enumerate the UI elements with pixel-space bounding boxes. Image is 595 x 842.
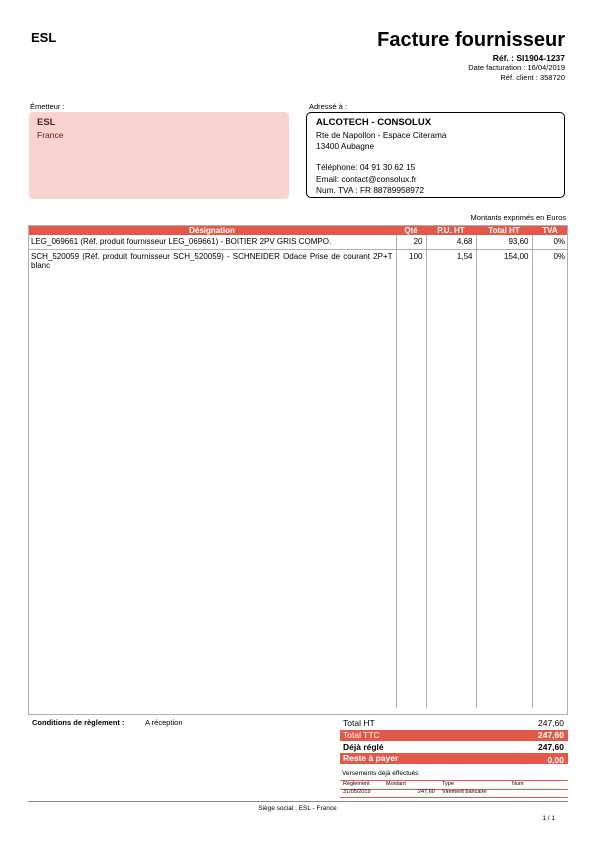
remaining-label: Reste à payer — [343, 753, 399, 763]
recipient-name: ALCOTECH - CONSOLUX — [316, 117, 432, 128]
currency-note: Montants exprimés en Euros — [470, 213, 566, 222]
invoice-reference: Réf. : SI1904-1237 — [492, 53, 565, 63]
cell-designation: SCH_520059 (Réf. produit fournisseur SCH_520059) - SCHNEIDER Odace Prise de courant 2P+T blanc — [31, 252, 393, 270]
already-paid-value: 247,60 — [538, 742, 564, 752]
payments-header-amount: Montant — [386, 781, 406, 787]
cell-unit-price: 4,68 — [426, 235, 476, 250]
recipient-address-line2: 13400 Aubagne — [316, 141, 375, 151]
total-ht-value: 247,60 — [538, 718, 564, 728]
payment-row — [340, 789, 568, 798]
remaining-value: 0,00 — [547, 755, 564, 765]
cell-designation: LEG_069661 (Réf. produit fournisseur LEG_069661) - BOITIER 2PV GRIS COMPO. — [28, 235, 396, 250]
column-header-vat: TVA — [532, 225, 568, 235]
cell-qty: 20 — [396, 235, 426, 250]
table-row — [28, 235, 568, 250]
issuer-country: France — [37, 130, 64, 140]
payment-type: Virement bancaire — [442, 789, 487, 795]
total-ht-row — [340, 718, 568, 729]
cell-total: 154,00 — [476, 250, 532, 271]
invoice-date: Date facturation : 16/04/2019 — [468, 63, 565, 72]
total-ht-label: Total HT — [343, 718, 375, 728]
total-ttc-row — [340, 730, 568, 741]
issuer-label: Émetteur : — [30, 102, 65, 111]
payments-header-num: Num — [512, 781, 524, 787]
total-ttc-label: Total TTC — [343, 730, 380, 740]
recipient-label: Adressé à : — [309, 102, 347, 111]
recipient-email: Email: contact@consolux.fr — [316, 174, 417, 184]
column-header-designation: Désignation — [28, 225, 396, 235]
table-filler-row — [28, 270, 568, 708]
payment-amount: 247,60 — [418, 789, 435, 795]
document-title: Facture fournisseur — [377, 29, 565, 51]
payments-header-date: Règlement — [343, 781, 370, 787]
column-header-total: Total HT — [476, 225, 532, 235]
cell-total: 93,60 — [476, 235, 532, 250]
footer-text: Siège social : ESL - France — [258, 805, 337, 812]
already-paid-row — [340, 742, 568, 753]
cell-unit-price: 1,54 — [426, 250, 476, 271]
recipient-phone: Téléphone: 04 91 30 62 15 — [316, 162, 416, 172]
cell-qty: 100 — [396, 250, 426, 271]
payment-date: 31/05/2019 — [343, 789, 371, 795]
client-reference: Réf. client : 358720 — [500, 73, 565, 82]
column-header-qty: Qté — [396, 225, 426, 235]
payments-header-type: Type — [442, 781, 454, 787]
footer-divider — [28, 801, 568, 802]
table-row — [28, 250, 568, 271]
recipient-address-line1: Rte de Napollon - Espace Citerama — [316, 130, 447, 140]
invoice-items-table — [28, 225, 568, 708]
page-number: 1 / 1 — [542, 815, 555, 822]
already-paid-label: Déjà réglé — [343, 742, 384, 752]
issuer-name: ESL — [37, 117, 56, 128]
cell-vat: 0% — [532, 235, 568, 250]
payments-title: Versements déjà effectués — [342, 770, 419, 777]
recipient-vat: Num. TVA : FR 88789958972 — [316, 185, 425, 195]
payment-terms-value: A réception — [145, 718, 183, 727]
column-header-unit-price: P.U. HT — [426, 225, 476, 235]
issuer-box — [29, 112, 289, 199]
total-ttc-value: 247,60 — [538, 730, 564, 740]
payment-terms-label: Conditions de règlement : — [32, 718, 125, 727]
table-header-row — [28, 225, 568, 235]
remaining-row — [340, 753, 568, 764]
cell-vat: 0% — [532, 250, 568, 271]
recipient-box — [306, 112, 565, 198]
company-name: ESL — [31, 30, 57, 45]
